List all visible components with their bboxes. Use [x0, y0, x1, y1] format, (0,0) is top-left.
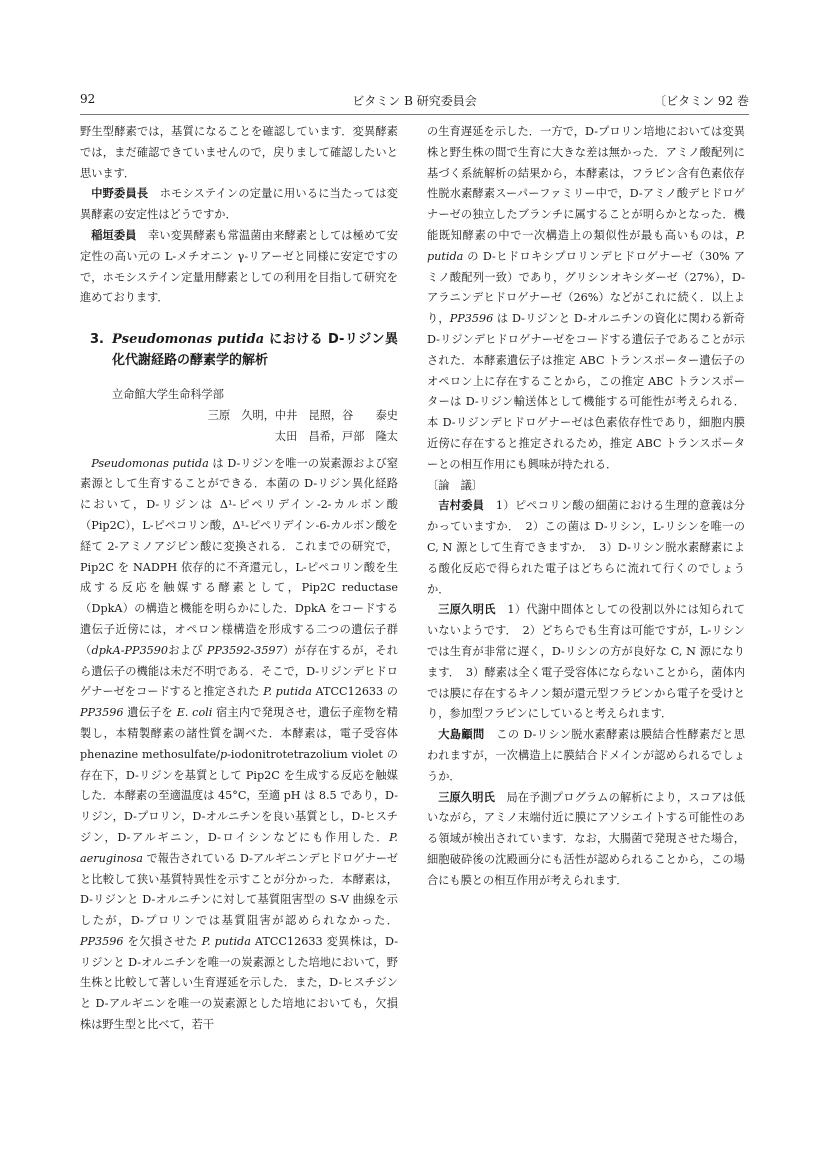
abstract-continuation: の生育遅延を示した．一方で，D-プロリン培地においては変異株と野生株の間で生育に大きな差は無かった．アミノ酸配列に基づく系統解析の結果から，本酵素は，フラビン含有色素依存性脱水素酵素スーパーファミリー中で，D-アミノ酸デヒドロゲナーゼの独立したブランチに属することが明らかとなった．機能既知酵素の中で一次構造上の類似性が最も高いものは，P. putida の D-ヒドロキシプロリンデヒドロゲナーゼ（30% アミノ酸配列一致）であり，グリシンオキシダーゼ（27%），D-アラニンデヒドロゲナーゼ（26%）などがこれに続く．以上より，PP3596 は D-リジンと D-オルニチンの資化に関わる新奇 D-リジンデヒドロゲナーゼをコードする遺伝子であることが示された．本酵素遺伝子は推定 ABC トランスポーター遺伝子のオペロン上に存在することから，この推定 ABC トランスポーターは D-リジン輸送体として機能する可能性が考えられる．本 D-リジンデヒドロゲナーゼは色素依存性であり，細胞内膜近傍に存在すると推定されるため，推定 ABC トランスポーターとの相互作用にも興味が持たれる． [427, 125, 745, 471]
speaker-name: 吉村委員 [438, 499, 485, 513]
header-rule [80, 114, 749, 115]
affiliation: 立命館大学生命科学部 [112, 388, 224, 402]
speaker-name: 大島顧問 [438, 728, 485, 742]
authors-line-1: 三原 久明，中井 昆照，谷 泰史 [207, 408, 398, 422]
speaker-name: 中野委員長 [91, 187, 149, 201]
answer-paragraph [80, 226, 398, 309]
question-paragraph [80, 184, 398, 226]
authors-line-2: 太田 昌希，戸部 隆太 [274, 429, 398, 443]
paragraph-continuation: 野生型酵素では，基質になることを確認しています．変異酵素では，まだ確認できていませんので，戻りまして確認したいと思います． [80, 125, 398, 180]
page-number: 92 [80, 92, 96, 106]
running-header [80, 92, 749, 110]
right-column [427, 122, 745, 891]
section-title-organism: Pseudomonas putida [112, 332, 265, 348]
discussion-paragraph: 大島顧問 この D-リシン脱水素酵素は膜結合性酵素だと思われますが，一次構造上に膜結合ドメインが認められるでしょうか． [427, 728, 745, 783]
speaker-name: 稲垣委員 [91, 228, 137, 242]
discussion-paragraph: 三原久明氏 1）代謝中間体としての役割以外には知られていないようです． 2）どちらでも生育は可能ですが，L-リシンでは生育が非常に遅く，D-リシンの方が良好な C, N 源になります． 3）酵素は全く電子受容体にならないことから，菌体内では膜に存在するキノン類が還元型フラビンから電子を受けとり，参加型フラビンにしていると考えられます． [427, 603, 745, 721]
discussion-paragraph: 三原久明氏 局在予測プログラムの解析により，スコアは低いながら，アミノ末端付近に膜にアソシエイトする可能性のある領域が検出されています．なお，大腸菌で発現させた場合，細胞破砕後の沈殿画分にも活性が認められることから，この場合にも膜との相互作用が考えられます． [427, 790, 745, 887]
section-title-text: における D-リジン異化代謝経路の酵素学的解析 [112, 332, 398, 369]
left-column [80, 122, 398, 1036]
abstract-body: Pseudomonas putida は D-リジンを唯一の炭素源および窒素源として生育することができる．本菌の D-リジン異化経路において，D-リジンは Δ¹-ピペリデイン-2-カルボン酸（Pip2C），L-ピペコリン酸，Δ¹-ピペリデイン-6-カルボン酸を経て 2-アミノアジピン酸に変換される．これまでの研究で，Pip2C を NADPH 依存的に不斉還元し，L-ピペコリン酸を生成する反応を触媒する酵素として，Pip2C reductase（DpkA）の構造と機能を明らかにした．DpkA をコードする遺伝子近傍には，オペロン様構造を形成する二つの遺伝子群（dpkA-PP3590および PP3592-3597）が存在するが，それら遺伝子の機能は未だ不明である．そこで，D-リジンデヒドロゲナーゼをコードすると推定された P. putida ATCC12633 の PP3596 遺伝子を E. coli 宿主内で発現させ，遺伝子産物を精製し，本精製酵素の諸性質を調べた．本酵素は，電子受容体 phenazine methosulfate/p-iodonitrotetrazolium violet の存在下，D-リジンを基質として Pip2C を生成する反応を触媒した．本酵素の至適温度は 45°C，至適 pH は 8.5 であり，D-リジン，D-プロリン，D-オルニチンを良い基質とし，D-ヒスチジン，D-アルギニン，D-ロイシンなどにも作用した．P. aeruginosa で報告されている D-アルギニンデヒドロゲナーゼと比較して狭い基質特異性を示すことが分かった．本酵素は，D-リジンと D-オルニチンに対して基質阻害型の S-V 曲線を示したが，D-プロリンでは基質阻害が認められなかった．PP3596 を欠損させた P. putida ATCC12633 変異株は，D-リジンと D-オルニチンを唯一の炭素源とした培地において，野生株と比較して著しい生育遅延を示した．また，D-ヒスチジンと D-アルギニンを唯一の炭素源とした培地においても，欠損株は野生型と比べて，若干 [80, 456, 398, 1032]
discussion-heading: 〔論 議〕 [427, 478, 483, 492]
discussion-paragraph: 吉村委員 1）ピペコリン酸の細菌における生理的意義は分かっていますか． 2）この菌は D-リシン，L-リシンを唯一の C, N 源として生育できますか． 3）D-リシン脱水素酵素による酸化反応で得られた電子はどちらに流れて行くのでしょうか． [427, 499, 745, 596]
volume-label: 〔ビタミン 92 巻 [654, 94, 749, 108]
speaker-name: 三原久明氏 [438, 603, 496, 617]
speaker-name: 三原久明氏 [438, 790, 496, 804]
answer-text: 幸い変異酵素も常温菌由来酵素としては極めて安定性の高い元の L-メチオニン γ-リアーゼと同様に安定ですので，ホモシステイン定量用酵素としての利用を目指して研究を進めております． [80, 228, 398, 305]
journal-name: ビタミン B 研究委員会 [352, 94, 477, 108]
question-text: ホモシステインの定量に用いるに当たっては変異酵素の安定性はどうですか． [80, 187, 398, 222]
section-number: 3. [90, 332, 104, 348]
section-title [80, 329, 398, 371]
